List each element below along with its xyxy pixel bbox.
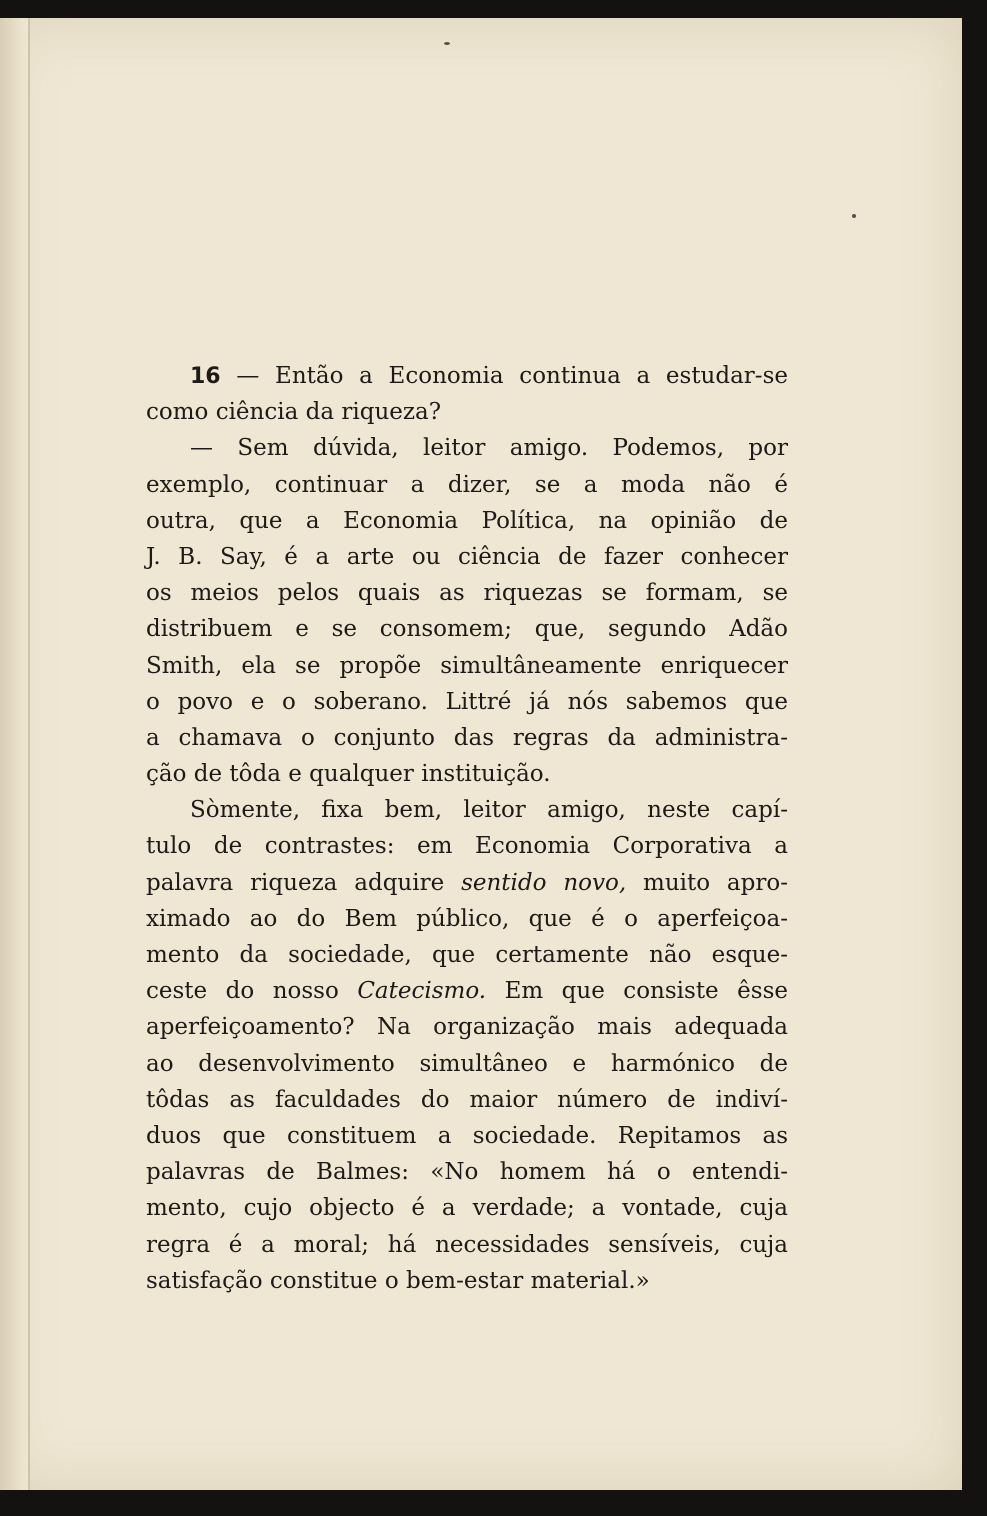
paragraph-2-line: exemplo, continuar a dizer, se a moda não é xyxy=(146,471,788,498)
paragraph-3-line: Sòmente, fixa bem, leitor amigo, neste capí- xyxy=(190,797,788,824)
paragraph-3-line: palavras de Balmes: «No homem há o entendi- xyxy=(146,1159,788,1186)
paragraph-3-line: ao desenvolvimento simultâneo e harmónico de xyxy=(146,1050,788,1077)
paragraph-2-line: J. B. Say, é a arte ou ciência de fazer conhecer xyxy=(146,543,788,570)
paragraph-3-line: satisfação constitue o bem-estar material.» xyxy=(146,1267,650,1294)
paragraph-2-line: o povo e o soberano. Littré já nós sabemos que xyxy=(146,688,788,715)
page-gutter xyxy=(0,18,30,1490)
paragraph-3-line: duos que constituem a sociedade. Repitamos as xyxy=(146,1122,788,1149)
paragraph-3-line: ximado ao do Bem público, que é o aperfeiçoa- xyxy=(146,905,788,932)
paragraph-1-line: 16 — Então a Economia continua a estudar-se xyxy=(190,363,788,389)
paragraph-2-line: os meios pelos quais as riquezas se formam, se xyxy=(146,580,788,607)
paragraph-3-line: tôdas as faculdades do maior número de indiví- xyxy=(146,1086,788,1113)
paragraph-2-line: ção de tôda e qualquer instituição. xyxy=(146,761,551,788)
paragraph-3-line: tulo de contrastes: em Economia Corporativa a xyxy=(146,833,788,860)
paragraph-1-line: como ciência da riqueza? xyxy=(146,399,442,426)
paragraph-3-line: mento da sociedade, que certamente não esque- xyxy=(146,942,788,968)
paragraph-2-line: a chamava o conjunto das regras da administra- xyxy=(146,724,788,751)
paper-speck xyxy=(852,214,856,218)
gutter-edge xyxy=(28,18,30,1490)
book-page xyxy=(0,18,962,1490)
paragraph-2-line: — Sem dúvida, leitor amigo. Podemos, por xyxy=(190,435,788,462)
paragraph-3-line: regra é a moral; há necessidades sensíveis, cuja xyxy=(146,1231,788,1258)
page-text xyxy=(146,358,788,1299)
paragraph-3-line: mento, cujo objecto é a verdade; a vontade, cuja xyxy=(146,1195,788,1222)
italic-phrase: sentido novo, xyxy=(461,869,627,896)
paper-speck xyxy=(444,42,450,45)
paragraph-2-line: outra, que a Economia Política, na opinião de xyxy=(146,507,788,534)
paragraph-3-line: ceste do nosso Catecismo. Em que consiste êsse xyxy=(146,978,788,1005)
paragraph-3-line: aperfeiçoamento? Na organização mais adequada xyxy=(146,1014,788,1041)
italic-title: Catecismo. xyxy=(357,978,487,1005)
paragraph-3-line: palavra riqueza adquire sentido novo, muito apro- xyxy=(146,869,788,896)
paragraph-2-line: distribuem e se consomem; que, segundo Adão xyxy=(146,616,788,643)
question-number: 16 xyxy=(190,364,221,389)
paragraph-2-line: Smith, ela se propõe simultâneamente enriquecer xyxy=(146,652,788,679)
